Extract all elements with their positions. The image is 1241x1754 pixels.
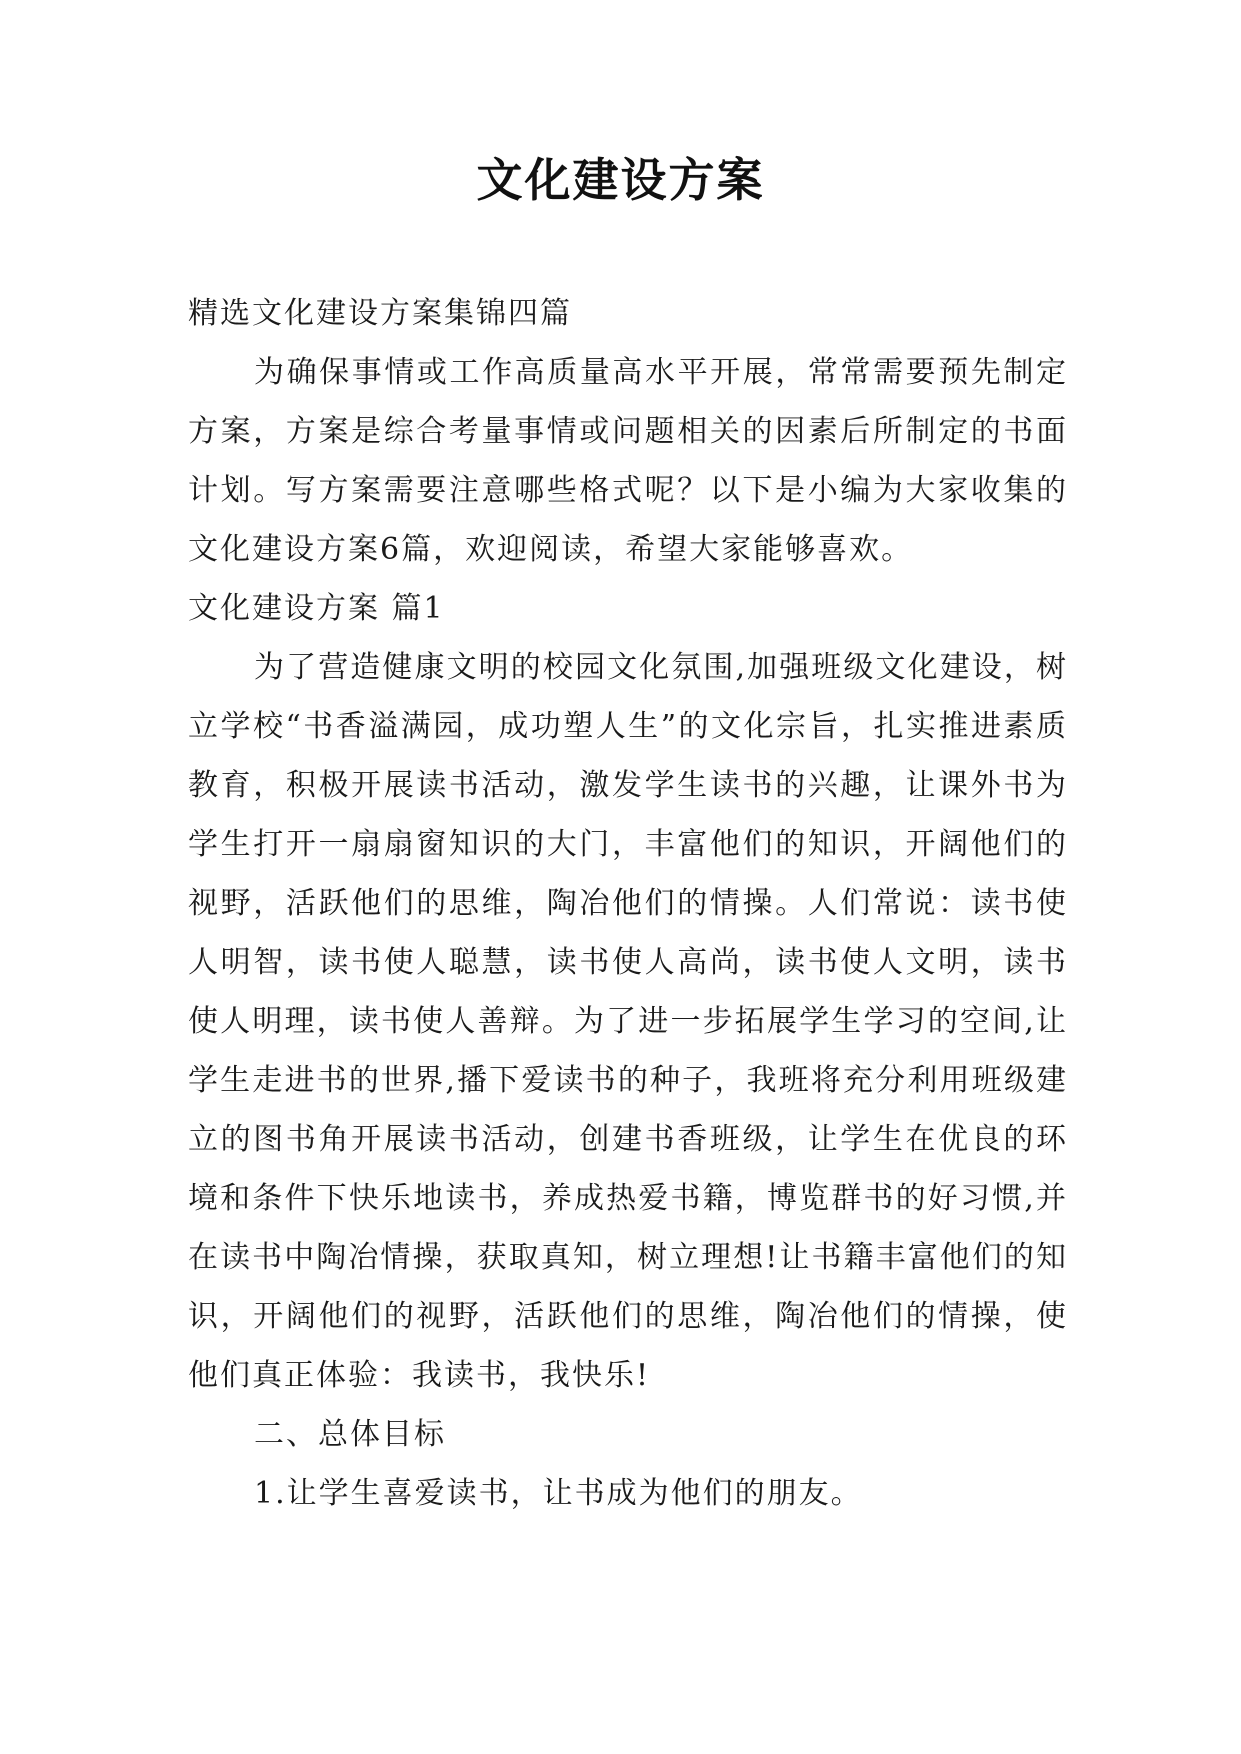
document-body — [188, 284, 1068, 1523]
section-heading-1: 文化建设方案 篇1 — [188, 591, 445, 626]
goal-item-1: 1.让学生喜爱读书，让书成为他们的朋友。 — [254, 1476, 863, 1511]
document-title: 文化建设方案 — [476, 153, 765, 207]
section-1-paragraph: 为了营造健康文明的校园文化氛围,加强班级文化建设，树立学校“书香溢满园，成功塑人生”的文化宗旨，扎实推进素质教育，积极开展读书活动，激发学生读书的兴趣，让课外书为学生打开一扇扇窗知识的大门，丰富他们的知识，开阔他们的视野，活跃他们的思维，陶冶他们的情操。人们常说：读书使人明智，读书使人聪慧，读书使人高尚，读书使人文明，读书使人明理，读书使人善辩。为了进一步拓展学生学习的空间,让学生走进书的世界,播下爱读书的种子，我班将充分利用班级建立的图书角开展读书活动，创建书香班级，让学生在优良的环境和条件下快乐地读书，养成热爱书籍，博览群书的好习惯,并在读书中陶冶情操，获取真知，树立理想!让书籍丰富他们的知识，开阔他们的视野，活跃他们的思维，陶冶他们的情操，使他们真正体验：我读书，我快乐! — [188, 650, 1068, 1393]
subtitle-paragraph: 精选文化建设方案集锦四篇 — [188, 296, 572, 331]
goals-heading: 二、总体目标 — [254, 1417, 446, 1452]
intro-paragraph: 为确保事情或工作高质量高水平开展，常常需要预先制定方案，方案是综合考量事情或问题相关的因素后所制定的书面计划。写方案需要注意哪些格式呢？以下是小编为大家收集的文化建设方案6篇，欢迎阅读，希望大家能够喜欢。 — [188, 355, 1068, 567]
